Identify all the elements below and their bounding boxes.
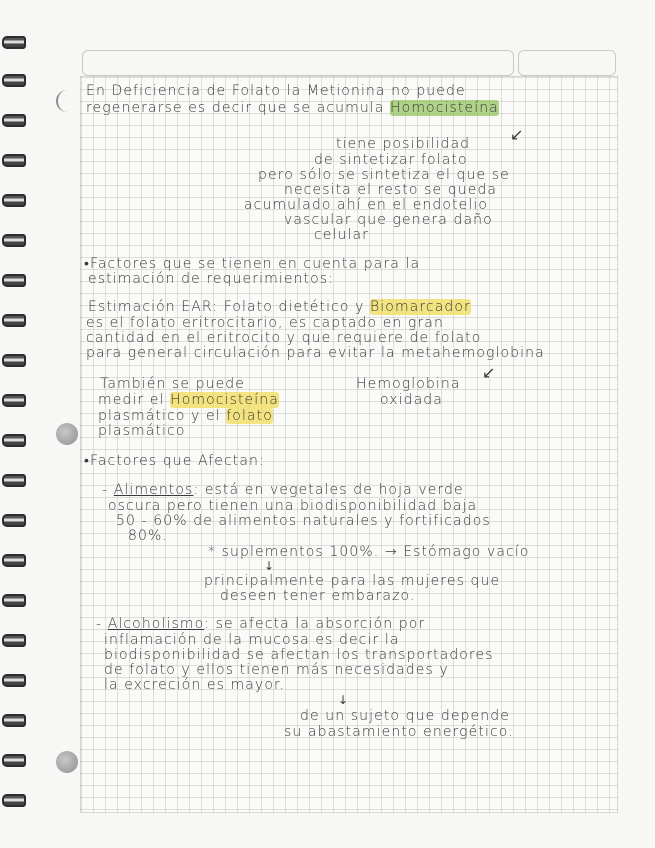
note-line: necesita el resto se queda	[284, 182, 498, 198]
highlight-biomarcador: Biomarcador	[370, 299, 471, 315]
note-line: de sintetizar folato	[314, 152, 468, 168]
note-line: es el folato eritrocitario, es captado en gran	[86, 315, 444, 331]
section-heading: •Factores que se tienen en cuenta para la	[84, 256, 421, 272]
note-line: plasmático y el folato	[98, 408, 273, 424]
note-line: 50 - 60% de alimentos naturales y fortificados	[116, 513, 491, 529]
note-line: - Alimentos: está en vegetales de hoja verde	[102, 482, 464, 498]
note-line: inflamación de la mucosa es decir la	[104, 632, 400, 648]
note-line: deseen tener embarazo.	[220, 588, 416, 604]
note-line: de un sujeto que depende	[300, 708, 510, 724]
note-line: oxidada	[380, 392, 443, 408]
note-line: su abastamiento energético.	[284, 724, 514, 740]
punch-hole-lower	[56, 751, 78, 773]
note-line: celular	[314, 227, 369, 243]
note-line: de folato y ellos tienen más necesidades y	[104, 662, 449, 678]
highlight-homocisteina-2: Homocisteína	[170, 392, 279, 408]
section-heading: •Factores que Afectan:	[84, 453, 265, 469]
note-line: la excreción es mayor.	[104, 677, 286, 693]
note-line: 80%.	[128, 528, 168, 544]
note-line: medir el Homocisteína	[98, 392, 279, 408]
note-line: También se puede	[100, 376, 245, 392]
note-line: Estimación EAR: Folato dietético y Biomarcador	[88, 299, 471, 315]
note-line: tiene posibilidad	[336, 136, 471, 152]
note-line: estimación de requerimientos:	[88, 271, 334, 287]
note-line: biodisponibilidad se afectan los transportadores	[104, 647, 494, 663]
note-line: pero sólo se sintetiza el que se	[258, 167, 510, 183]
highlight-homocisteina: Homocisteína	[390, 100, 499, 116]
margin-bracket	[56, 90, 70, 112]
arrow-down-icon: ↓	[338, 693, 349, 707]
subheading-alimentos: Alimentos	[113, 482, 194, 498]
arrow-down-icon: ↙	[510, 125, 524, 144]
subheading-alcoholismo: Alcoholismo	[107, 616, 205, 632]
note-line: - Alcoholismo: se afecta la absorción por	[96, 616, 426, 632]
note-line: Hemoglobina	[356, 376, 461, 392]
header-box-right	[518, 50, 616, 76]
note-line: plasmático	[98, 423, 186, 439]
punch-hole-upper	[56, 423, 78, 445]
header-box-left	[82, 50, 514, 76]
note-line: vascular que genera daño	[284, 212, 493, 228]
highlight-folato: folato	[226, 408, 273, 424]
note-line: para general circulación para evitar la metahemoglobina	[86, 345, 545, 361]
note-line: principalmente para las mujeres que	[204, 573, 501, 589]
arrow-down-icon: ↓	[264, 559, 275, 573]
note-line: * suplementos 100%. → Estómago vacío	[208, 544, 530, 560]
note-line: En Deficiencia de Folato la Metionina no puede	[86, 83, 466, 99]
note-line: oscura pero tienen una biodisponibilidad baja	[108, 498, 478, 514]
note-line: cantidad en el eritrocito y que requiere de folato	[86, 330, 482, 346]
arrow-down-icon: ↙	[482, 363, 496, 382]
note-line: acumulado ahí en el endotelio	[244, 197, 488, 213]
note-line: regenerarse es decir que se acumula Homocisteína	[86, 100, 499, 116]
